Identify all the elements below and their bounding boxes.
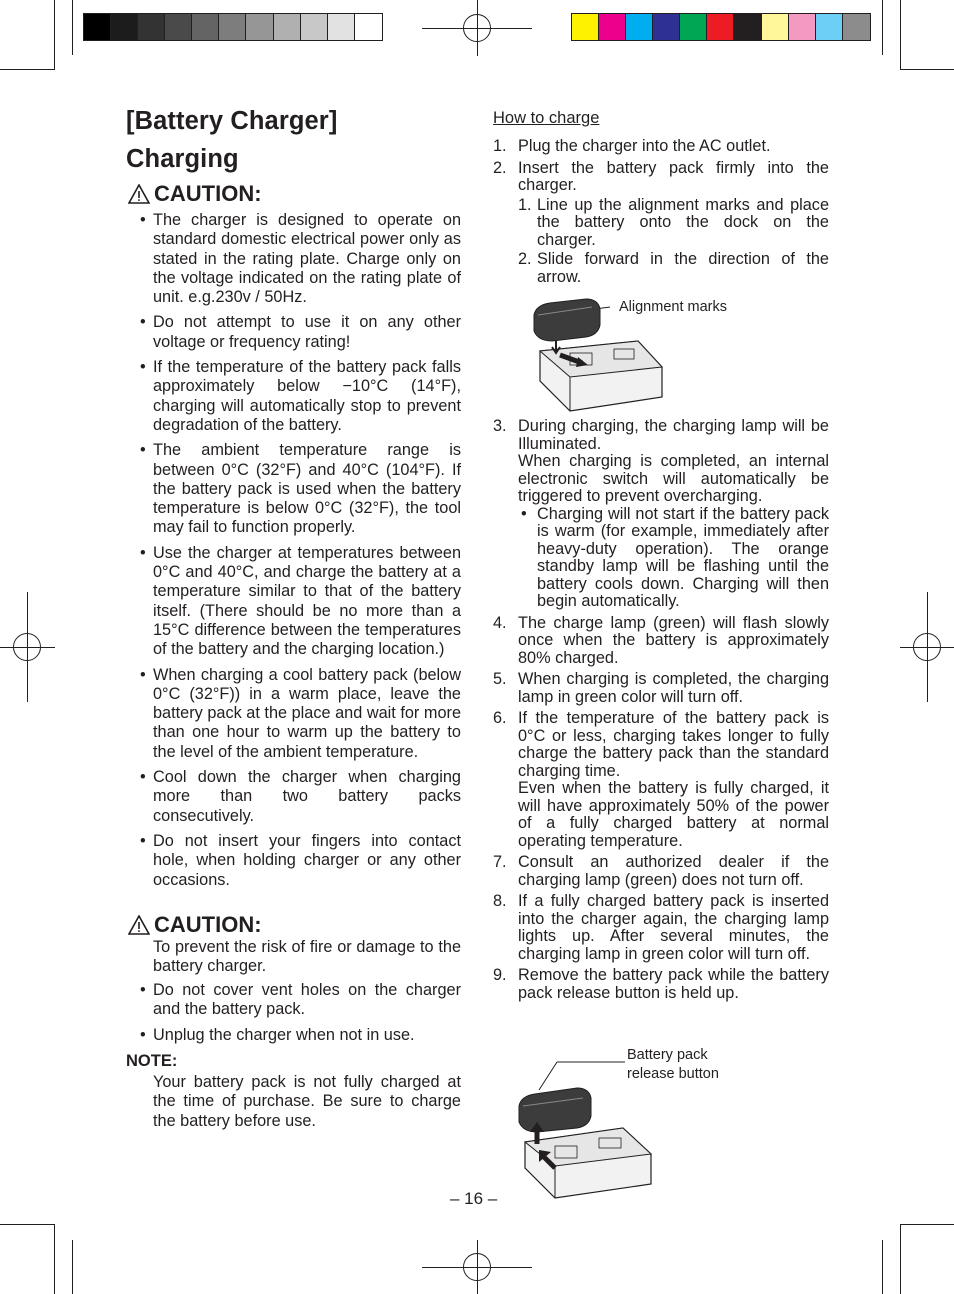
list-item: • Do not insert your fingers into contact hole, when holding charger or any other occasions. (140, 832, 461, 890)
list-item: • Unplug the charger when not in use. (140, 1026, 461, 1045)
list-item: • The ambient temperature range is between 0°C (32°F) and 40°C (104°F). If the battery pack is used when the battery temperature is below 0°C (32°F), the tool may fail to function properly. (140, 441, 461, 537)
step-text-2: When charging is completed, an internal electronic switch will automatically be triggered to prevent overcharging. (518, 452, 829, 505)
step-text: The charge lamp (green) will flash slowly once when the battery is approximately 80% charged. (518, 613, 829, 667)
color-swatch (626, 14, 653, 40)
step-5 (493, 671, 829, 706)
color-bar (571, 13, 871, 41)
step-text: Consult an authorized dealer if the charging lamp (green) does not turn off. (518, 853, 829, 889)
caution-heading-1 (128, 181, 262, 207)
step-number: 1. (493, 137, 507, 155)
color-swatch (599, 14, 626, 40)
list-item: • Do not cover vent holes on the charger and the battery pack. (140, 981, 461, 1020)
steps-block-1 (493, 138, 829, 290)
list-item: • If the temperature of the battery pack falls approximately below −10°C (14°F), charging will automatically stop to prevent degradation of the battery. (140, 358, 461, 435)
section-title: Charging (126, 145, 239, 173)
page-number: – 16 – (450, 1189, 498, 1208)
step-number: 5. (493, 670, 507, 688)
step-2 (493, 160, 829, 287)
caution-heading-2 (128, 912, 262, 938)
page-title: [Battery Charger] (126, 107, 338, 135)
step-text: Insert the battery pack firmly into the charger. (518, 158, 829, 194)
caution-label: CAUTION: (154, 912, 262, 937)
step-6 (493, 710, 829, 850)
sub-step-text: Line up the alignment marks and place the battery onto the dock on the charger. (537, 195, 829, 249)
step-number: 2. (493, 158, 507, 177)
step-text: If the temperature of the battery pack is 0°C or less, charging takes longer to fully charge the battery pack than the standard charging time. (518, 709, 829, 780)
color-swatch (572, 14, 599, 40)
caution-label: CAUTION: (154, 181, 262, 206)
how-to-charge-heading: How to charge (493, 109, 600, 127)
gray-swatch (301, 14, 328, 40)
step-1 (493, 138, 829, 156)
warning-icon (128, 915, 150, 935)
step-3 (493, 418, 829, 611)
color-swatch (653, 14, 680, 40)
alignment-marks-label: Alignment marks (619, 299, 727, 315)
step-4 (493, 615, 829, 668)
color-swatch (680, 14, 707, 40)
color-swatch (762, 14, 789, 40)
steps-block-2 (493, 418, 829, 1006)
sub-step-number: 1. (518, 195, 532, 214)
gray-swatch (219, 14, 246, 40)
color-swatch (707, 14, 734, 40)
bullet-dot: • (521, 504, 527, 523)
grayscale-bar (83, 13, 383, 41)
step-text: Remove the battery pack while the battery pack release button is held up. (518, 966, 829, 1002)
note-heading: NOTE: (126, 1052, 178, 1070)
step-number: 3. (493, 417, 507, 435)
step-text: During charging, the charging lamp will be Illuminated. (518, 417, 829, 453)
release-button-label-line2: release button (627, 1066, 719, 1082)
step-text: Plug the charger into the AC outlet. (518, 137, 771, 155)
step-number: 6. (493, 709, 507, 727)
gray-swatch (328, 14, 355, 40)
caution-list-1 (140, 211, 461, 896)
step-7 (493, 854, 829, 889)
list-item: • When charging a cool battery pack (below 0°C (32°F)) in a warm place, leave the battery pack at the place and wait for more than one hour to warm up the battery to the level of the ambient temperature. (140, 666, 461, 762)
warning-icon (128, 184, 150, 204)
gray-swatch (84, 14, 111, 40)
step-bullet (518, 506, 829, 611)
release-button-label-line1: Battery pack (627, 1047, 708, 1063)
list-item: • Do not attempt to use it on any other voltage or frequency rating! (140, 313, 461, 352)
list-item: • Use the charger at temperatures between 0°C and 40°C, and charge the battery at a temperature similar to that of the battery itself. (There should be no more than a 15°C difference between the temperatures of the battery and the charging location.) (140, 544, 461, 660)
step-number: 8. (493, 892, 507, 910)
gray-swatch (246, 14, 273, 40)
gray-swatch (355, 14, 382, 40)
caution-list-2 (140, 981, 461, 1051)
step-8 (493, 893, 829, 963)
color-swatch (816, 14, 843, 40)
step-number: 9. (493, 966, 507, 984)
color-swatch (843, 14, 870, 40)
list-item: • Cool down the charger when charging more than two battery packs consecutively. (140, 768, 461, 826)
step-text: If a fully charged battery pack is inserted into the charger again, the charging lamp lights up. After several minutes, the charging lamp in green color will turn off. (518, 892, 829, 963)
note-text: Your battery pack is not fully charged at the time of purchase. Be sure to charge the battery before use. (153, 1073, 461, 1130)
step-text-2: Even when the battery is fully charged, it will have approximately 50% of the power of a fully charged battery at normal operating temperature. (518, 779, 829, 850)
list-item: • The charger is designed to operate on standard domestic electrical power only as stated in the rating plate. Charge only on the voltage indicated on the rating plate of unit. e.g.230v / 50Hz. (140, 211, 461, 307)
sub-step-1 (518, 197, 829, 250)
step-number: 4. (493, 613, 507, 632)
step-text: When charging is completed, the charging lamp in green color will turn off. (518, 670, 829, 706)
step-9 (493, 967, 829, 1002)
caution-2-intro: To prevent the risk of fire or damage to the battery charger. (153, 938, 461, 976)
color-swatch (789, 14, 816, 40)
gray-swatch (274, 14, 301, 40)
gray-swatch (165, 14, 192, 40)
sub-step-2 (518, 251, 829, 286)
color-swatch (734, 14, 761, 40)
gray-swatch (192, 14, 219, 40)
step-number: 7. (493, 853, 507, 871)
bullet-text: Charging will not start if the battery pack is warm (for example, immediately after heavy-duty operation). The orange standby lamp will be flashing until the battery cools down. Charging will then begin automatically. (537, 504, 829, 610)
sub-step-number: 2. (518, 250, 532, 268)
sub-step-text: Slide forward in the direction of the arrow. (537, 250, 829, 286)
gray-swatch (138, 14, 165, 40)
gray-swatch (111, 14, 138, 40)
